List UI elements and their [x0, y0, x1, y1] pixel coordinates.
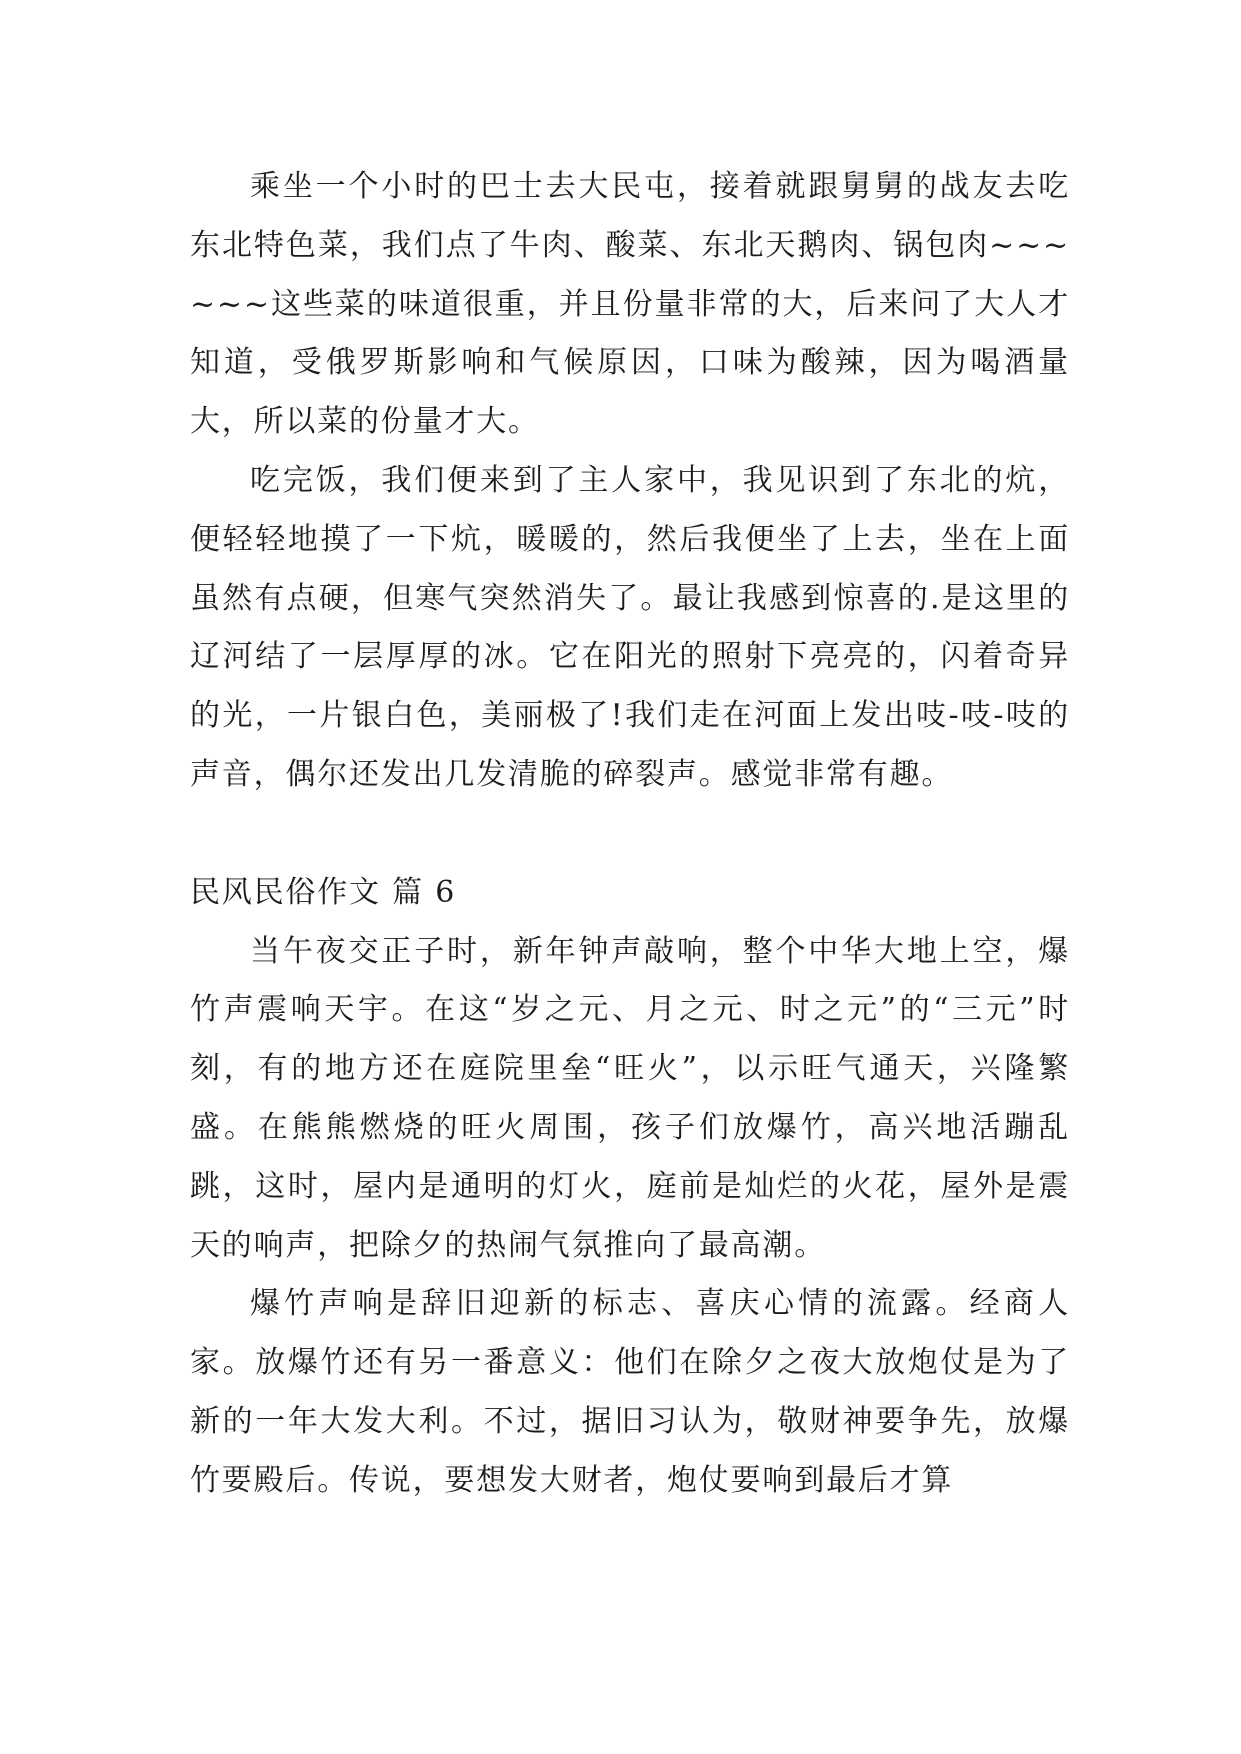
document-body	[190, 158, 1070, 1511]
paragraph-firecrackers: 爆竹声响是辞旧迎新的标志、喜庆心情的流露。经商人家。放爆竹还有另一番意义：他们在除夕之夜大放炮仗是为了新的一年大发大利。不过，据旧习认为，敬财神要争先，放爆竹要殿后。传说，要想发大财者，炮仗要响到最后才算	[190, 1286, 1070, 1498]
paragraph-kang-river: 吃完饭，我们便来到了主人家中，我见识到了东北的炕，便轻轻地摸了一下炕，暖暖的，然后我便坐了上去，坐在上面虽然有点硬，但寒气突然消失了。最让我感到惊喜的.是这里的辽河结了一层厚厚的冰。它在阳光的照射下亮亮的，闪着奇异的光，一片银白色，美丽极了!我们走在河面上发出吱-吱-吱的声音，偶尔还发出几发清脆的碎裂声。感觉非常有趣。	[190, 462, 1070, 792]
section-heading: 民风民俗作文 篇 6	[190, 874, 457, 910]
paragraph-bus-trip: 乘坐一个小时的巴士去大民屯，接着就跟舅舅的战友去吃东北特色菜，我们点了牛肉、酸菜、东北天鹅肉、锅包肉~~~~~~这些菜的味道很重，并且份量非常的大，后来问了大人才知道，受俄罗斯影响和气候原因，口味为酸辣，因为喝酒量大，所以菜的份量才大。	[190, 169, 1070, 440]
paragraph-new-year-midnight: 当午夜交正子时，新年钟声敲响，整个中华大地上空，爆竹声震响天宇。在这“岁之元、月之元、时之元”的“三元”时刻，有的地方还在庭院里垒“旺火”，以示旺气通天，兴隆繁盛。在熊熊燃烧的旺火周围，孩子们放爆竹，高兴地活蹦乱跳，这时，屋内是通明的灯火，庭前是灿烂的火花，屋外是震天的响声，把除夕的热闹气氛推向了最高潮。	[190, 933, 1070, 1263]
